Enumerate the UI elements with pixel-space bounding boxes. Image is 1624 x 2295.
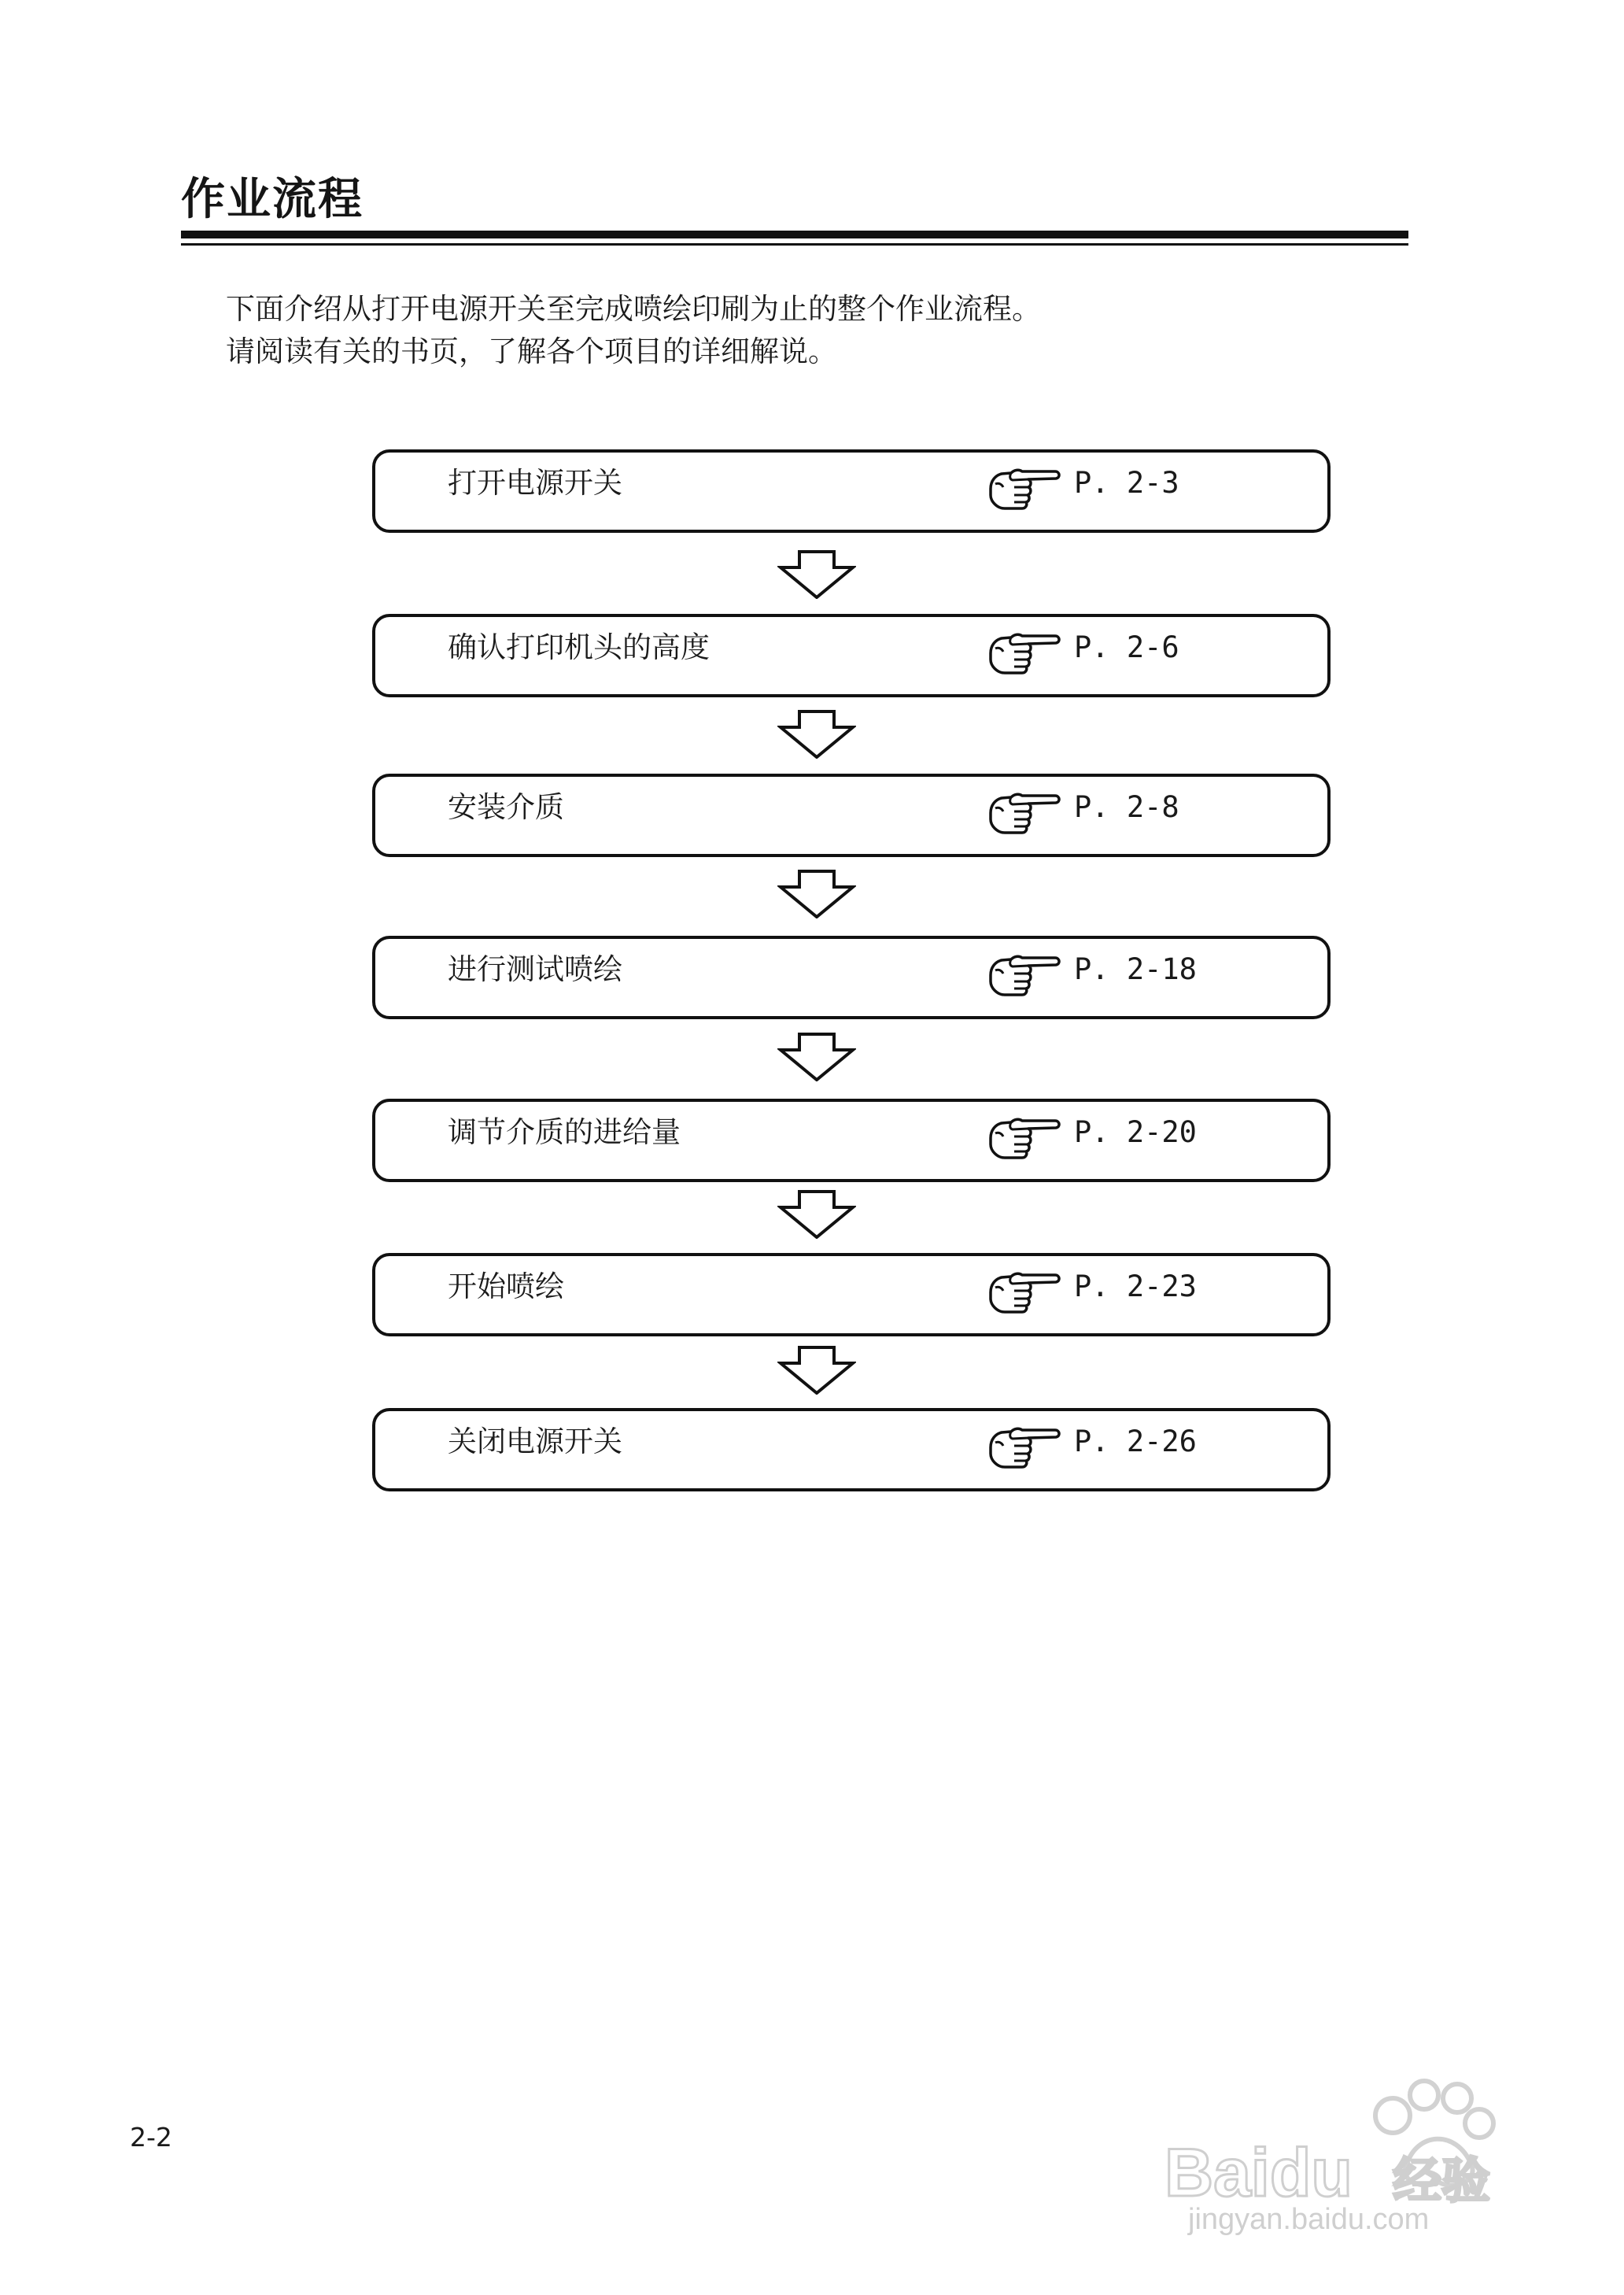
intro-text bbox=[226, 288, 1041, 373]
step-page-ref[interactable]: P. 2-20 bbox=[1074, 1115, 1197, 1149]
down-arrow-icon bbox=[777, 550, 856, 599]
svg-text:jingyan.baidu.com: jingyan.baidu.com bbox=[1188, 2203, 1430, 2235]
page-title: 作业流程 bbox=[181, 174, 364, 225]
step-page-ref[interactable]: P. 2-3 bbox=[1074, 466, 1179, 500]
step-label: 安装介质 bbox=[448, 790, 564, 824]
baidu-watermark bbox=[1157, 2046, 1566, 2235]
step-label: 调节介质的进给量 bbox=[448, 1115, 681, 1149]
svg-text:Baidu: Baidu bbox=[1164, 2135, 1353, 2211]
flow-step-power-off bbox=[372, 1408, 1331, 1491]
step-label: 确认打印机头的高度 bbox=[448, 630, 710, 664]
step-label: 关闭电源开关 bbox=[448, 1425, 622, 1458]
flow-step-load-media bbox=[372, 774, 1331, 857]
step-label: 进行测试喷绘 bbox=[448, 952, 622, 986]
pointing-hand-icon bbox=[987, 1424, 1063, 1469]
step-page-ref[interactable]: P. 2-6 bbox=[1074, 630, 1179, 664]
pointing-hand-icon bbox=[987, 952, 1063, 997]
down-arrow-icon bbox=[777, 1190, 856, 1239]
title-rule-thick bbox=[181, 231, 1408, 238]
step-label: 打开电源开关 bbox=[448, 466, 622, 500]
down-arrow-icon bbox=[777, 1346, 856, 1395]
step-page-ref[interactable]: P. 2-23 bbox=[1074, 1269, 1197, 1303]
pointing-hand-icon bbox=[987, 465, 1063, 511]
flow-step-check-head-height bbox=[372, 614, 1331, 697]
intro-line-1: 下面介绍从打开电源开关至完成喷绘印刷为止的整个作业流程。 bbox=[226, 292, 1041, 326]
flow-step-adjust-feed bbox=[372, 1099, 1331, 1182]
flow-step-power-on bbox=[372, 449, 1331, 533]
intro-line-2: 请阅读有关的书页，了解各个项目的详细解说。 bbox=[226, 334, 837, 368]
title-rule-thin bbox=[181, 243, 1408, 246]
pointing-hand-icon bbox=[987, 789, 1063, 835]
pointing-hand-icon bbox=[987, 630, 1063, 675]
flow-step-test-print bbox=[372, 936, 1331, 1019]
pointing-hand-icon bbox=[987, 1114, 1063, 1160]
step-page-ref[interactable]: P. 2-8 bbox=[1074, 790, 1179, 824]
step-label: 开始喷绘 bbox=[448, 1269, 564, 1303]
step-page-ref[interactable]: P. 2-26 bbox=[1074, 1425, 1197, 1458]
pointing-hand-icon bbox=[987, 1269, 1063, 1314]
down-arrow-icon bbox=[777, 1033, 856, 1081]
flow-step-start-print bbox=[372, 1253, 1331, 1336]
svg-text:经验: 经验 bbox=[1393, 2152, 1491, 2209]
down-arrow-icon bbox=[777, 710, 856, 759]
page-number: 2-2 bbox=[130, 2122, 172, 2153]
down-arrow-icon bbox=[777, 870, 856, 918]
step-page-ref[interactable]: P. 2-18 bbox=[1074, 952, 1197, 986]
